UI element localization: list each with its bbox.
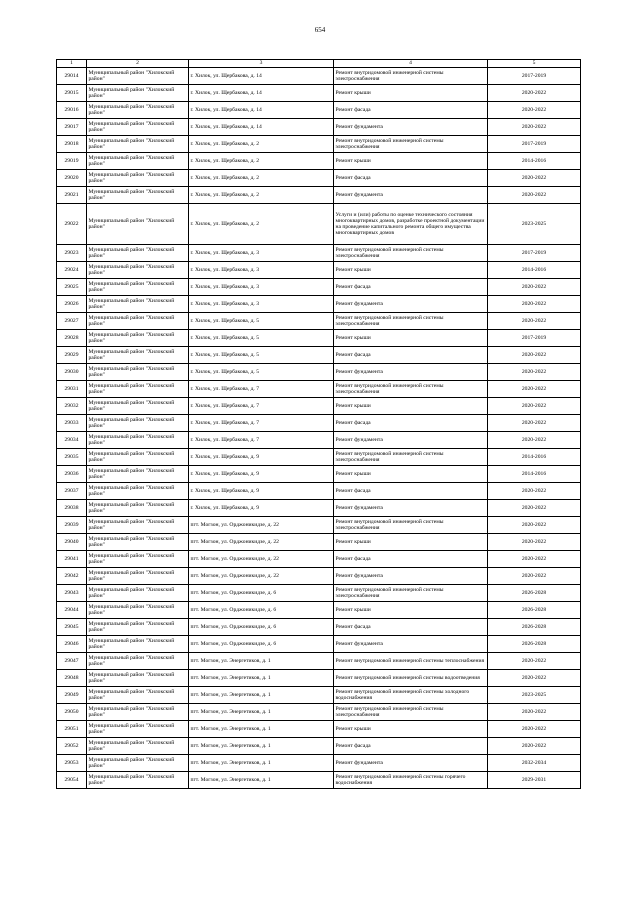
- work-type-cell: Ремонт крыши: [334, 153, 488, 170]
- address-cell: г. Хилок, ул. Щербакова, д. 5: [189, 347, 334, 364]
- row-number-cell: 29043: [57, 585, 87, 602]
- table-row: [57, 381, 581, 398]
- municipality-cell: Муниципальный район "Хилокский район": [87, 687, 189, 704]
- period-cell: 2020-2022: [488, 517, 581, 534]
- address-cell: пгт. Могзон, ул. Энергетиков, д. 1: [189, 653, 334, 670]
- row-number-cell: 29017: [57, 119, 87, 136]
- address-cell: г. Хилок, ул. Щербакова, д. 3: [189, 296, 334, 313]
- period-cell: 2029-2031: [488, 772, 581, 789]
- work-type-cell: Ремонт крыши: [334, 466, 488, 483]
- address-cell: пгт. Могзон, ул. Энергетиков, д. 1: [189, 687, 334, 704]
- table-row: [57, 364, 581, 381]
- table-row: [57, 119, 581, 136]
- address-cell: пгт. Могзон, ул. Орджоникидзе, д. 22: [189, 517, 334, 534]
- column-header-1: 1: [57, 60, 87, 68]
- row-number-cell: 29020: [57, 170, 87, 187]
- period-cell: 2017-2019: [488, 68, 581, 85]
- municipality-cell: Муниципальный район "Хилокский район": [87, 602, 189, 619]
- address-cell: г. Хилок, ул. Щербакова, д. 3: [189, 245, 334, 262]
- row-number-cell: 29054: [57, 772, 87, 789]
- period-cell: 2020-2022: [488, 415, 581, 432]
- table-row: [57, 670, 581, 687]
- address-cell: г. Хилок, ул. Щербакова, д. 2: [189, 204, 334, 245]
- work-type-cell: Ремонт внутридомовой инженерной системы горячего водоснабжения: [334, 772, 488, 789]
- period-cell: 2020-2022: [488, 500, 581, 517]
- row-number-cell: 29040: [57, 534, 87, 551]
- row-number-cell: 29033: [57, 415, 87, 432]
- address-cell: г. Хилок, ул. Щербакова, д. 14: [189, 119, 334, 136]
- table-row: [57, 500, 581, 517]
- table-row: [57, 721, 581, 738]
- row-number-cell: 29049: [57, 687, 87, 704]
- municipality-cell: Муниципальный район "Хилокский район": [87, 330, 189, 347]
- row-number-cell: 29038: [57, 500, 87, 517]
- municipality-cell: Муниципальный район "Хилокский район": [87, 585, 189, 602]
- municipality-cell: Муниципальный район "Хилокский район": [87, 415, 189, 432]
- work-type-cell: Ремонт фундамента: [334, 636, 488, 653]
- municipality-cell: Муниципальный район "Хилокский район": [87, 500, 189, 517]
- address-cell: г. Хилок, ул. Щербакова, д. 2: [189, 136, 334, 153]
- address-cell: пгт. Могзон, ул. Энергетиков, д. 1: [189, 704, 334, 721]
- work-type-cell: Ремонт внутридомовой инженерной системы электроснабжения: [334, 704, 488, 721]
- period-cell: 2020-2022: [488, 738, 581, 755]
- table-row: [57, 245, 581, 262]
- column-header-4: 4: [334, 60, 488, 68]
- address-cell: г. Хилок, ул. Щербакова, д. 9: [189, 466, 334, 483]
- period-cell: 2020-2022: [488, 364, 581, 381]
- period-cell: 2014-2016: [488, 153, 581, 170]
- row-number-cell: 29025: [57, 279, 87, 296]
- table-row: [57, 772, 581, 789]
- row-number-cell: 29041: [57, 551, 87, 568]
- municipality-cell: Муниципальный район "Хилокский район": [87, 619, 189, 636]
- work-type-cell: Ремонт крыши: [334, 602, 488, 619]
- period-cell: 2020-2022: [488, 170, 581, 187]
- period-cell: 2014-2016: [488, 449, 581, 466]
- period-cell: 2020-2022: [488, 279, 581, 296]
- period-cell: 2020-2022: [488, 398, 581, 415]
- municipality-cell: Муниципальный район "Хилокский район": [87, 204, 189, 245]
- period-cell: 2020-2022: [488, 483, 581, 500]
- row-number-cell: 29022: [57, 204, 87, 245]
- table-row: [57, 398, 581, 415]
- table-row: [57, 415, 581, 432]
- table-row: [57, 602, 581, 619]
- work-type-cell: Ремонт фасада: [334, 551, 488, 568]
- work-type-cell: Ремонт крыши: [334, 534, 488, 551]
- period-cell: 2020-2022: [488, 534, 581, 551]
- municipality-cell: Муниципальный район "Хилокский район": [87, 721, 189, 738]
- address-cell: г. Хилок, ул. Щербакова, д. 14: [189, 68, 334, 85]
- municipality-cell: Муниципальный район "Хилокский район": [87, 738, 189, 755]
- table-row: [57, 738, 581, 755]
- period-cell: 2020-2022: [488, 653, 581, 670]
- period-cell: 2020-2022: [488, 187, 581, 204]
- work-type-cell: Ремонт внутридомовой инженерной системы электроснабжения: [334, 517, 488, 534]
- period-cell: 2032-2034: [488, 755, 581, 772]
- municipality-cell: Муниципальный район "Хилокский район": [87, 85, 189, 102]
- row-number-cell: 29032: [57, 398, 87, 415]
- address-cell: г. Хилок, ул. Щербакова, д. 7: [189, 381, 334, 398]
- municipality-cell: Муниципальный район "Хилокский район": [87, 364, 189, 381]
- address-cell: пгт. Могзон, ул. Орджоникидзе, д. 22: [189, 534, 334, 551]
- address-cell: г. Хилок, ул. Щербакова, д. 9: [189, 449, 334, 466]
- work-type-cell: Ремонт внутридомовой инженерной системы электроснабжения: [334, 68, 488, 85]
- address-cell: г. Хилок, ул. Щербакова, д. 9: [189, 483, 334, 500]
- municipality-cell: Муниципальный район "Хилокский район": [87, 381, 189, 398]
- row-number-cell: 29031: [57, 381, 87, 398]
- row-number-cell: 29046: [57, 636, 87, 653]
- table-row: [57, 187, 581, 204]
- row-number-cell: 29042: [57, 568, 87, 585]
- work-type-cell: Ремонт фасада: [334, 347, 488, 364]
- work-type-cell: Ремонт фундамента: [334, 432, 488, 449]
- address-cell: г. Хилок, ул. Щербакова, д. 7: [189, 415, 334, 432]
- table-row: [57, 432, 581, 449]
- row-number-cell: 29053: [57, 755, 87, 772]
- row-number-cell: 29048: [57, 670, 87, 687]
- table-row: [57, 755, 581, 772]
- work-type-cell: Ремонт фасада: [334, 170, 488, 187]
- municipality-cell: Муниципальный район "Хилокский район": [87, 772, 189, 789]
- work-type-cell: Ремонт фасада: [334, 738, 488, 755]
- municipality-cell: Муниципальный район "Хилокский район": [87, 68, 189, 85]
- row-number-cell: 29052: [57, 738, 87, 755]
- municipality-cell: Муниципальный район "Хилокский район": [87, 568, 189, 585]
- address-cell: г. Хилок, ул. Щербакова, д. 5: [189, 330, 334, 347]
- row-number-cell: 29029: [57, 347, 87, 364]
- address-cell: пгт. Могзон, ул. Орджоникидзе, д. 6: [189, 636, 334, 653]
- row-number-cell: 29028: [57, 330, 87, 347]
- row-number-cell: 29015: [57, 85, 87, 102]
- work-type-cell: Ремонт внутридомовой инженерной системы теплоснабжения: [334, 653, 488, 670]
- work-type-cell: Ремонт фасада: [334, 483, 488, 500]
- table-row: [57, 313, 581, 330]
- address-cell: пгт. Могзон, ул. Орджоникидзе, д. 6: [189, 585, 334, 602]
- table-row: [57, 347, 581, 364]
- table-row: [57, 279, 581, 296]
- municipality-cell: Муниципальный район "Хилокский район": [87, 704, 189, 721]
- municipality-cell: Муниципальный район "Хилокский район": [87, 670, 189, 687]
- address-cell: г. Хилок, ул. Щербакова, д. 2: [189, 170, 334, 187]
- row-number-cell: 29024: [57, 262, 87, 279]
- work-type-cell: Ремонт крыши: [334, 330, 488, 347]
- work-type-cell: Ремонт фасада: [334, 102, 488, 119]
- address-cell: пгт. Могзон, ул. Энергетиков, д. 1: [189, 721, 334, 738]
- table-row: [57, 483, 581, 500]
- capital-repair-table: [56, 59, 581, 789]
- municipality-cell: Муниципальный район "Хилокский район": [87, 432, 189, 449]
- row-number-cell: 29021: [57, 187, 87, 204]
- work-type-cell: Ремонт крыши: [334, 721, 488, 738]
- table-row: [57, 585, 581, 602]
- table-row: [57, 517, 581, 534]
- municipality-cell: Муниципальный район "Хилокский район": [87, 187, 189, 204]
- municipality-cell: Муниципальный район "Хилокский район": [87, 296, 189, 313]
- municipality-cell: Муниципальный район "Хилокский район": [87, 136, 189, 153]
- period-cell: 2020-2022: [488, 296, 581, 313]
- table-row: [57, 636, 581, 653]
- address-cell: г. Хилок, ул. Щербакова, д. 2: [189, 153, 334, 170]
- address-cell: г. Хилок, ул. Щербакова, д. 9: [189, 500, 334, 517]
- period-cell: 2020-2022: [488, 670, 581, 687]
- period-cell: 2020-2022: [488, 551, 581, 568]
- table-row: [57, 68, 581, 85]
- column-header-2: 2: [87, 60, 189, 68]
- row-number-cell: 29019: [57, 153, 87, 170]
- municipality-cell: Муниципальный район "Хилокский район": [87, 517, 189, 534]
- municipality-cell: Муниципальный район "Хилокский район": [87, 279, 189, 296]
- work-type-cell: Ремонт внутридомовой инженерной системы электроснабжения: [334, 313, 488, 330]
- address-cell: г. Хилок, ул. Щербакова, д. 2: [189, 187, 334, 204]
- address-cell: пгт. Могзон, ул. Энергетиков, д. 1: [189, 772, 334, 789]
- row-number-cell: 29045: [57, 619, 87, 636]
- column-header-3: 3: [189, 60, 334, 68]
- row-number-cell: 29039: [57, 517, 87, 534]
- row-number-cell: 29047: [57, 653, 87, 670]
- period-cell: 2026-2028: [488, 602, 581, 619]
- municipality-cell: Муниципальный район "Хилокский район": [87, 483, 189, 500]
- period-cell: 2014-2016: [488, 466, 581, 483]
- work-type-cell: Ремонт фундамента: [334, 296, 488, 313]
- work-type-cell: Ремонт крыши: [334, 262, 488, 279]
- period-cell: 2023-2025: [488, 204, 581, 245]
- municipality-cell: Муниципальный район "Хилокский район": [87, 653, 189, 670]
- period-cell: 2020-2022: [488, 347, 581, 364]
- period-cell: 2020-2022: [488, 381, 581, 398]
- table-row: [57, 568, 581, 585]
- municipality-cell: Муниципальный район "Хилокский район": [87, 245, 189, 262]
- address-cell: пгт. Могзон, ул. Энергетиков, д. 1: [189, 755, 334, 772]
- table-row: [57, 653, 581, 670]
- work-type-cell: Ремонт внутридомовой инженерной системы электроснабжения: [334, 585, 488, 602]
- work-type-cell: Ремонт фасада: [334, 279, 488, 296]
- period-cell: 2020-2022: [488, 313, 581, 330]
- address-cell: г. Хилок, ул. Щербакова, д. 3: [189, 262, 334, 279]
- municipality-cell: Муниципальный район "Хилокский район": [87, 102, 189, 119]
- row-number-cell: 29034: [57, 432, 87, 449]
- municipality-cell: Муниципальный район "Хилокский район": [87, 170, 189, 187]
- row-number-cell: 29051: [57, 721, 87, 738]
- table-row: [57, 534, 581, 551]
- row-number-cell: 29036: [57, 466, 87, 483]
- period-cell: 2020-2022: [488, 721, 581, 738]
- row-number-cell: 29027: [57, 313, 87, 330]
- address-cell: пгт. Могзон, ул. Орджоникидзе, д. 22: [189, 568, 334, 585]
- table-row: [57, 204, 581, 245]
- municipality-cell: Муниципальный район "Хилокский район": [87, 119, 189, 136]
- row-number-cell: 29026: [57, 296, 87, 313]
- work-type-cell: Ремонт крыши: [334, 85, 488, 102]
- address-cell: г. Хилок, ул. Щербакова, д. 3: [189, 279, 334, 296]
- table-row: [57, 262, 581, 279]
- municipality-cell: Муниципальный район "Хилокский район": [87, 551, 189, 568]
- table-row: [57, 687, 581, 704]
- address-cell: пгт. Могзон, ул. Орджоникидзе, д. 22: [189, 551, 334, 568]
- address-cell: г. Хилок, ул. Щербакова, д. 5: [189, 313, 334, 330]
- work-type-cell: Услуги и (или) работы по оценке технического состояния многоквартирных домов, разработке проектной документации на проведение капитального ремонта общего имущества многоквартирных домов: [334, 204, 488, 245]
- table-row: [57, 551, 581, 568]
- work-type-cell: Ремонт фундамента: [334, 500, 488, 517]
- address-cell: г. Хилок, ул. Щербакова, д. 7: [189, 398, 334, 415]
- municipality-cell: Муниципальный район "Хилокский район": [87, 153, 189, 170]
- table-row: [57, 330, 581, 347]
- table-row: [57, 153, 581, 170]
- work-type-cell: Ремонт фундамента: [334, 568, 488, 585]
- work-type-cell: Ремонт внутридомовой инженерной системы электроснабжения: [334, 245, 488, 262]
- period-cell: 2020-2022: [488, 568, 581, 585]
- table-row: [57, 704, 581, 721]
- work-type-cell: Ремонт внутридомовой инженерной системы электроснабжения: [334, 381, 488, 398]
- work-type-cell: Ремонт внутридомовой инженерной системы электроснабжения: [334, 136, 488, 153]
- page-number: 654: [314, 26, 326, 34]
- table-row: [57, 102, 581, 119]
- period-cell: 2020-2022: [488, 119, 581, 136]
- address-cell: пгт. Могзон, ул. Орджоникидзе, д. 6: [189, 602, 334, 619]
- work-type-cell: Ремонт фундамента: [334, 119, 488, 136]
- table-row: [57, 619, 581, 636]
- period-cell: 2020-2022: [488, 85, 581, 102]
- period-cell: 2023-2025: [488, 687, 581, 704]
- period-cell: 2020-2022: [488, 102, 581, 119]
- work-type-cell: Ремонт внутридомовой инженерной системы холодного водоснабжения: [334, 687, 488, 704]
- period-cell: 2026-2028: [488, 619, 581, 636]
- address-cell: г. Хилок, ул. Щербакова, д. 5: [189, 364, 334, 381]
- period-cell: 2020-2022: [488, 704, 581, 721]
- table-row: [57, 296, 581, 313]
- address-cell: г. Хилок, ул. Щербакова, д. 7: [189, 432, 334, 449]
- work-type-cell: Ремонт фундамента: [334, 187, 488, 204]
- municipality-cell: Муниципальный район "Хилокский район": [87, 347, 189, 364]
- table-row: [57, 85, 581, 102]
- work-type-cell: Ремонт крыши: [334, 398, 488, 415]
- address-cell: пгт. Могзон, ул. Орджоникидзе, д. 6: [189, 619, 334, 636]
- work-type-cell: Ремонт внутридомовой инженерной системы электроснабжения: [334, 449, 488, 466]
- table-row: [57, 449, 581, 466]
- column-header-5: 5: [488, 60, 581, 68]
- row-number-cell: 29018: [57, 136, 87, 153]
- period-cell: 2020-2022: [488, 432, 581, 449]
- table-row: [57, 466, 581, 483]
- municipality-cell: Муниципальный район "Хилокский район": [87, 313, 189, 330]
- address-cell: г. Хилок, ул. Щербакова, д. 14: [189, 85, 334, 102]
- row-number-cell: 29044: [57, 602, 87, 619]
- work-type-cell: Ремонт фундамента: [334, 755, 488, 772]
- table-row: [57, 136, 581, 153]
- municipality-cell: Муниципальный район "Хилокский район": [87, 262, 189, 279]
- period-cell: 2014-2016: [488, 262, 581, 279]
- period-cell: 2017-2019: [488, 330, 581, 347]
- address-cell: пгт. Могзон, ул. Энергетиков, д. 1: [189, 738, 334, 755]
- municipality-cell: Муниципальный район "Хилокский район": [87, 398, 189, 415]
- table-body: [57, 68, 581, 789]
- row-number-cell: 29037: [57, 483, 87, 500]
- row-number-cell: 29023: [57, 245, 87, 262]
- column-number-row: [57, 60, 581, 68]
- municipality-cell: Муниципальный район "Хилокский район": [87, 449, 189, 466]
- row-number-cell: 29030: [57, 364, 87, 381]
- municipality-cell: Муниципальный район "Хилокский район": [87, 466, 189, 483]
- work-type-cell: Ремонт фасада: [334, 415, 488, 432]
- municipality-cell: Муниципальный район "Хилокский район": [87, 636, 189, 653]
- row-number-cell: 29035: [57, 449, 87, 466]
- row-number-cell: 29050: [57, 704, 87, 721]
- period-cell: 2026-2028: [488, 636, 581, 653]
- period-cell: 2017-2019: [488, 136, 581, 153]
- municipality-cell: Муниципальный район "Хилокский район": [87, 534, 189, 551]
- municipality-cell: Муниципальный район "Хилокский район": [87, 755, 189, 772]
- address-cell: г. Хилок, ул. Щербакова, д. 14: [189, 102, 334, 119]
- row-number-cell: 29014: [57, 68, 87, 85]
- address-cell: пгт. Могзон, ул. Энергетиков, д. 1: [189, 670, 334, 687]
- work-type-cell: Ремонт фундамента: [334, 364, 488, 381]
- period-cell: 2017-2019: [488, 245, 581, 262]
- row-number-cell: 29016: [57, 102, 87, 119]
- work-type-cell: Ремонт внутридомовой инженерной системы водоотведения: [334, 670, 488, 687]
- table-row: [57, 170, 581, 187]
- work-type-cell: Ремонт фасада: [334, 619, 488, 636]
- period-cell: 2026-2028: [488, 585, 581, 602]
